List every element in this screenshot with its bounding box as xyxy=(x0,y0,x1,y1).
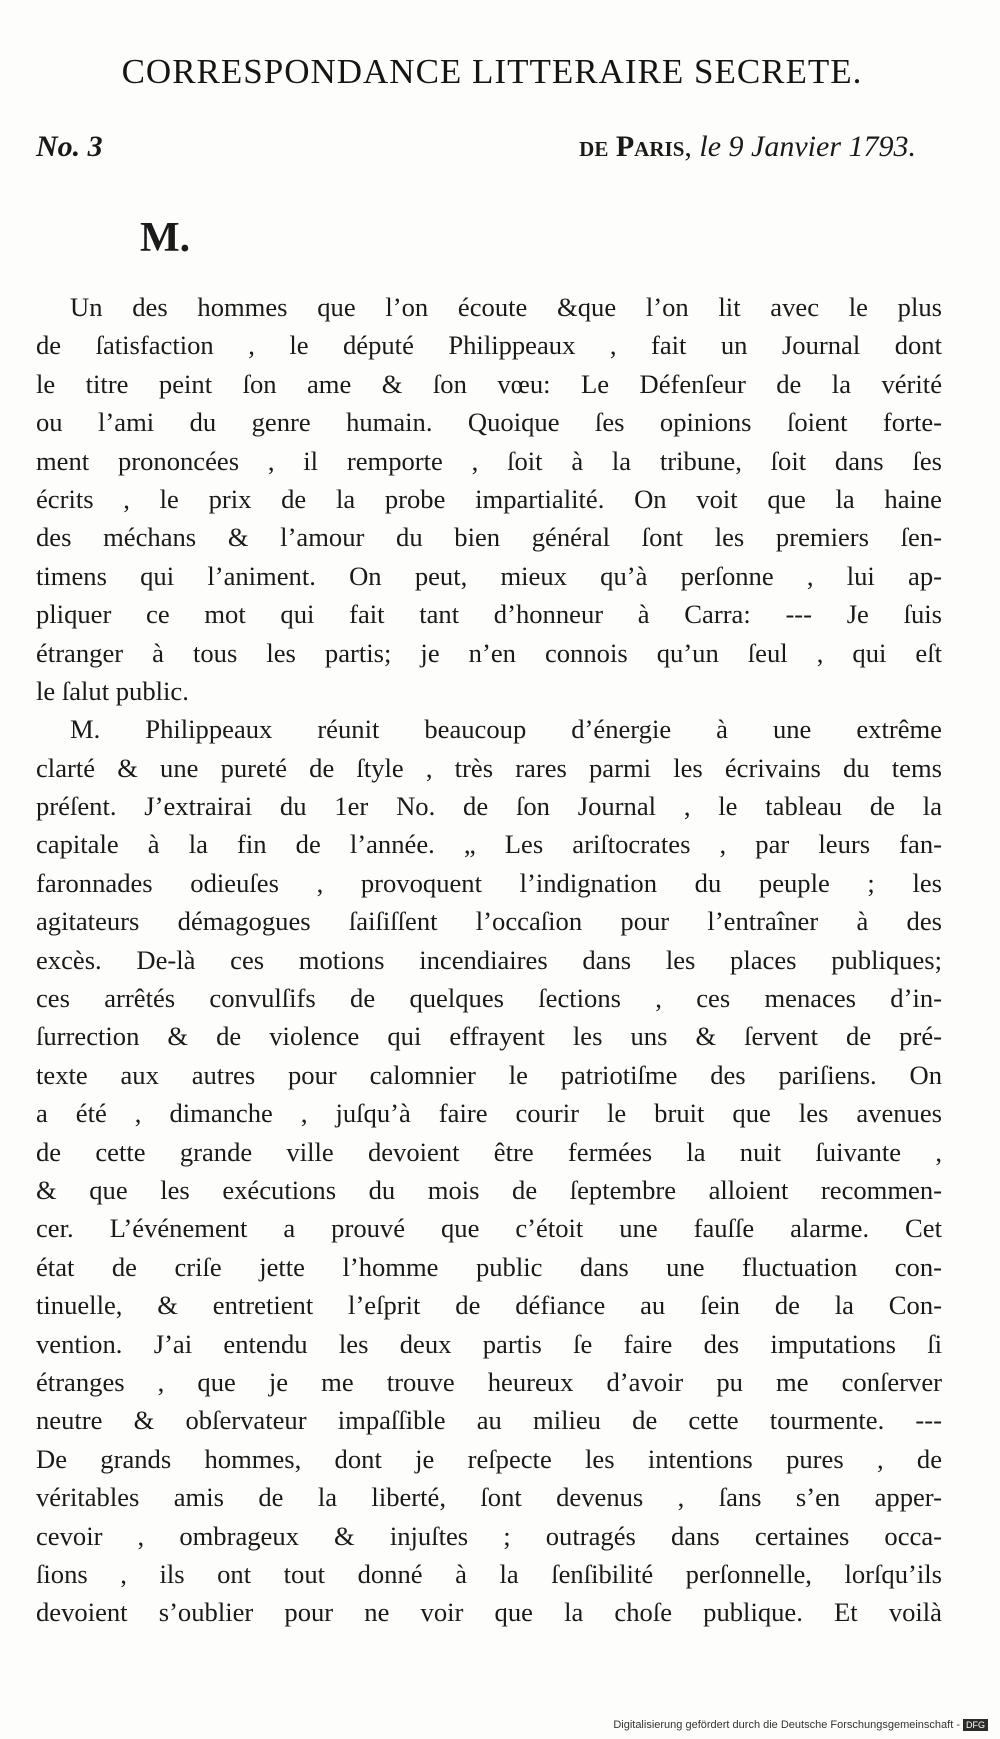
digitization-footer xyxy=(613,1719,988,1731)
issue-line xyxy=(36,130,916,170)
text-line: excès. De-là ces motions incendiaires dans les places publiques; xyxy=(36,944,942,975)
text-line: De grands hommes, dont je reſpecte les intentions pures , de xyxy=(36,1443,942,1474)
text-line: ces arrêtés convulſifs de quelques ſections , ces menaces d’in- xyxy=(36,983,942,1014)
text-line: agitateurs démagogues ſaiſiſſent l’occaſion pour l’entraîner à des xyxy=(36,906,942,937)
text-line: préſent. J’extrairai du 1er No. de ſon Journal , le tableau de la xyxy=(36,791,942,822)
text-line: le ſalut public. xyxy=(36,675,189,706)
issue-place-date xyxy=(579,130,916,164)
issue-le: le xyxy=(699,130,722,163)
text-line: ſurrection & de violence qui effrayent les uns & ſervent de pré- xyxy=(36,1021,942,1052)
text-line: texte aux autres pour calomnier le patriotiſme des pariſiens. On xyxy=(36,1059,942,1090)
text-line: faronnades odieuſes , provoquent l’indignation du peuple ; les xyxy=(36,867,942,898)
text-line: cer. L’événement a prouvé que c’étoit une fauſſe alarme. Cet xyxy=(36,1213,942,1244)
text-line: a été , dimanche , juſqu’à faire courir le bruit que les avenues xyxy=(36,1098,942,1129)
text-line: tinuelle, & entretient l’eſprit de défiance au ſein de la Con- xyxy=(36,1290,942,1321)
text-line: & que les exécutions du mois de ſeptembre alloient recommen- xyxy=(36,1174,942,1205)
text-line: étranges , que je me trouve heureux d’avoir pu me conſerver xyxy=(36,1366,942,1397)
text-line: vention. J’ai entendu les deux partis ſe faire des imputations ſi xyxy=(36,1328,942,1359)
issue-date-separator: , xyxy=(684,130,692,163)
issue-number: No. 3 xyxy=(36,130,103,163)
text-line: devoient s’oublier pour ne voir que la choſe publique. Et voilà xyxy=(36,1597,942,1628)
text-line: le titre peint ſon ame & ſon vœu: Le Défenſeur de la vérité xyxy=(36,368,942,399)
issue-date: 9 Janvier 1793. xyxy=(728,130,916,163)
issue-de: de xyxy=(579,130,609,163)
text-line: état de criſe jette l’homme public dans une fluctuation con- xyxy=(36,1251,942,1282)
text-line: cevoir , ombrageux & injuſtes ; outragés dans certaines occa- xyxy=(36,1520,942,1551)
text-line: M. Philippeaux réunit beaucoup d’énergie à une extrême xyxy=(70,714,942,745)
text-line: ou l’ami du genre humain. Quoique ſes opinions ſoient forte- xyxy=(36,407,942,438)
text-line: étranger à tous les partis; je n’en connois qu’un ſeul , qui eſt xyxy=(36,637,942,668)
body-text xyxy=(36,288,942,1632)
text-line: clarté & une pureté de ſtyle , très rares parmi les écrivains du tems xyxy=(36,752,942,783)
issue-place: Paris xyxy=(615,130,685,163)
text-line: véritables amis de la liberté, ſont devenus , ſans s’en apper- xyxy=(36,1482,942,1513)
text-line: pliquer ce mot qui fait tant d’honneur à Carra: --- Je ſuis xyxy=(36,599,942,630)
masthead-title: CORRESPONDANCE LITTERAIRE SECRETE. xyxy=(121,52,863,91)
text-line: Un des hommes que l’on écoute &que l’on lit avec le plus xyxy=(70,292,942,322)
text-line: écrits , le prix de la probe impartialité. On voit que la haine xyxy=(36,483,942,514)
dfg-logo: DFG xyxy=(963,1719,988,1731)
text-line: timens qui l’animent. On peut, mieux qu’à perſonne , lui ap- xyxy=(36,560,942,591)
text-line: ſions , ils ont tout donné à la ſenſibilité perſonnelle, lorſqu’ils xyxy=(36,1558,942,1589)
text-line: capitale à la fin de l’année. „ Les ariſtocrates , par leurs fan- xyxy=(36,829,942,860)
footer-text: Digitalisierung gefördert durch die Deutsche Forschungsgemeinschaft - xyxy=(613,1719,960,1731)
text-line: de cette grande ville devoient être fermées la nuit ſuivante , xyxy=(36,1136,942,1167)
text-line: ment prononcées , il remporte , ſoit à la tribune, ſoit dans ſes xyxy=(36,445,942,476)
salutation: M. xyxy=(140,215,191,261)
text-line: de ſatisfaction , le député Philippeaux , fait un Journal dont xyxy=(36,330,942,361)
text-line: neutre & obſervateur impaſſible au milieu de cette tourmente. --- xyxy=(36,1405,942,1436)
text-line: des méchans & l’amour du bien général ſont les premiers ſen- xyxy=(36,522,942,553)
